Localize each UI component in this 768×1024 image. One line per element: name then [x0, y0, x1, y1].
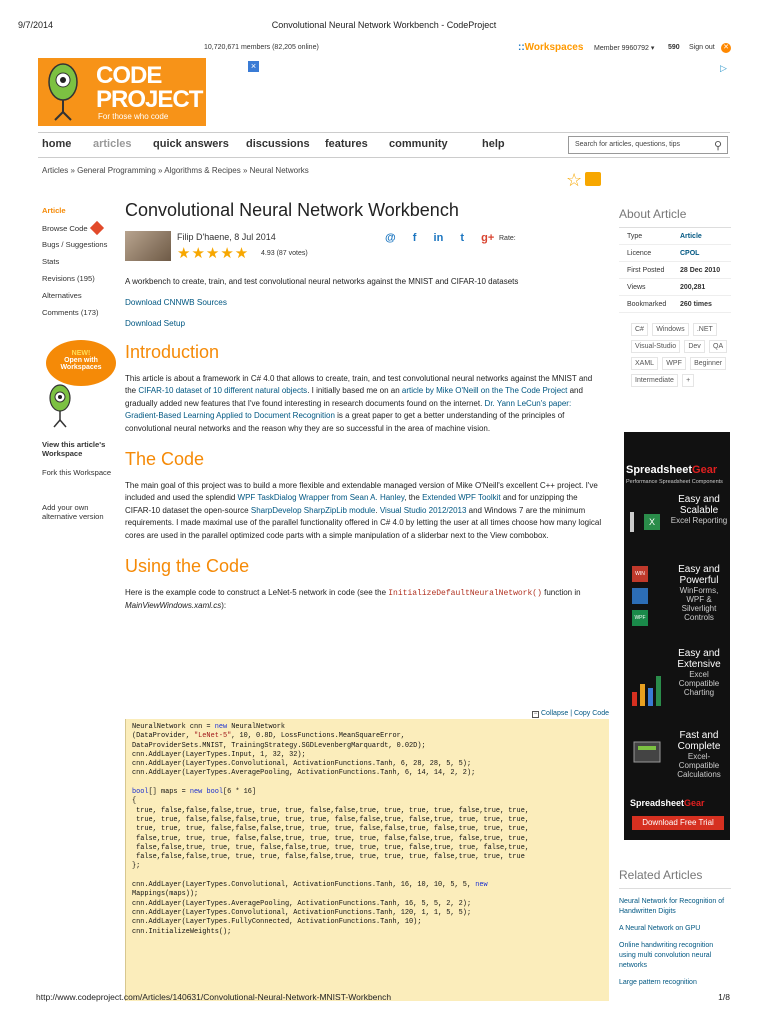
info-value: 28 Dec 2010 [680, 267, 721, 274]
rate-label: Rate: [499, 235, 516, 242]
ad-block-3-big: Easy and Extensive [677, 648, 721, 670]
info-row-views [619, 279, 731, 296]
info-key: Type [627, 233, 643, 240]
print-page-number: 1/8 [718, 992, 730, 1002]
adchoices-icon[interactable]: ▷ [720, 63, 727, 73]
ad-block-2 [670, 564, 728, 622]
ws-new-label: NEW! [71, 350, 91, 357]
code-line: (DataProvider, "LeNet-5", 10, 0.8D, LossFunctions.MeanSquareError, [132, 732, 405, 741]
tag-windows[interactable]: Windows [652, 323, 688, 336]
heading-the-code: The Code [125, 449, 205, 470]
leftnav-bugs[interactable]: Bugs / Suggestions [42, 240, 108, 249]
code-block [125, 707, 609, 1001]
intro-text-4: is a great paper to get a better understanding of the principles of convolutional neural networks and the reason why they are so successful in the area of machine vision. [125, 411, 565, 433]
workspace-mascot-icon [46, 384, 74, 428]
about-heading: About Article [619, 207, 731, 228]
search-input[interactable] [568, 136, 728, 154]
ad-block-4 [670, 730, 728, 779]
sharpziplib-link[interactable]: SharpDevelop SharpZipLib module [250, 505, 376, 515]
info-value[interactable]: CPOL [680, 250, 700, 257]
article-title: Convolutional Neural Network Workbench [125, 200, 459, 220]
signout-icon[interactable]: ✕ [721, 43, 731, 53]
ad-block-3 [670, 648, 728, 697]
facebook-share-icon[interactable]: f [412, 232, 417, 244]
code-line: cnn.AddLayer(LayerTypes.AveragePooling, ActivationFunctions.Tanh, 6, 14, 14, 2, 2); [132, 769, 476, 778]
ws-name-label: Workspaces [60, 364, 102, 371]
code-text-2: , the [404, 493, 423, 503]
ad-footer-brand [630, 798, 705, 808]
code-line: cnn.AddLayer(LayerTypes.Convolutional, ActivationFunctions.Tanh, 6, 28, 28, 5, 5); [132, 760, 472, 769]
leftnav-comments[interactable]: Comments (173) [42, 308, 99, 317]
twitter-share-icon[interactable]: t [460, 232, 465, 244]
code-line: cnn.AddLayer(LayerTypes.Input, 1, 32, 32); [132, 750, 306, 759]
tag-visual-studio[interactable]: Visual-Studio [631, 340, 680, 353]
code-line: true, true, true, false,false,false,true, true, true, false,false,true, false,true, true, true, [132, 825, 529, 834]
code-tools [532, 710, 609, 718]
leftnav-article[interactable]: Article [42, 206, 66, 215]
code-line: cnn.AddLayer(LayerTypes.Convolutional, ActivationFunctions.Tanh, 16, 10, 10, 5, 5, new [132, 881, 488, 890]
related-heading: Related Articles [619, 868, 731, 889]
tag-csharp[interactable]: C# [631, 323, 648, 336]
workspaces-label: Workspaces [524, 42, 584, 53]
chart-icon [630, 668, 666, 708]
logo-code-text: CODE [96, 62, 162, 89]
ad-block-4-small: Excel-Compatible Calculations [677, 752, 721, 779]
ad-block-2-big: Easy and Powerful [678, 564, 720, 586]
code-line: cnn.AddLayer(LayerTypes.Convolutional, ActivationFunctions.Tanh, 120, 1, 1, 5, 5); [132, 908, 472, 917]
intro-text-2: . I initially based me on an [307, 386, 402, 396]
code-line: cnn.InitializeWeights(); [132, 927, 232, 936]
logo-project-text: PROJECT [96, 86, 203, 113]
ad-block-3-small: Excel Compatible Charting [678, 670, 720, 697]
info-key: Views [627, 284, 646, 291]
reputation-count: 590 [668, 44, 680, 51]
using-text-2: function in [541, 588, 581, 598]
using-filename: MainViewWindows.xaml.cs [125, 601, 222, 611]
about-article-panel [619, 200, 731, 389]
author-row [125, 231, 605, 265]
heading-introduction: Introduction [125, 342, 220, 362]
print-header [18, 20, 750, 32]
leftnav-browse-code[interactable] [42, 223, 118, 240]
code-line: true, false,false,false,true, true, true, false,false,true, true, true, true, false,true, true, [132, 806, 529, 815]
wpf-badge: WPF [632, 610, 648, 626]
calculator-icon [630, 738, 666, 766]
tag-xaml[interactable]: XAML [631, 357, 658, 370]
leftnav-stats[interactable]: Stats [42, 257, 60, 266]
info-row-type [619, 228, 731, 245]
wpf-toolkit-link[interactable]: Extended WPF Toolkit [422, 493, 501, 503]
copy-code-button[interactable]: Copy Code [573, 710, 609, 717]
ad-brand-2: Gear [692, 464, 718, 476]
workspace-links [42, 440, 118, 531]
code-text-4: . [375, 505, 380, 515]
print-title: Convolutional Neural Network Workbench - CodeProject [271, 20, 497, 30]
print-date: 9/7/2014 [18, 20, 54, 30]
codeproject-logo[interactable] [38, 58, 206, 126]
ad-block-2-small: WinForms, WPF & Silverlight Controls [679, 586, 719, 622]
excel-export-icon: X [630, 508, 666, 536]
ad-block-1 [670, 494, 728, 525]
code-line: cnn.AddLayer(LayerTypes.AveragePooling, ActivationFunctions.Tanh, 16, 5, 5, 2, 2); [132, 899, 472, 908]
info-value[interactable]: Article [680, 233, 702, 240]
tag-beginner[interactable]: Beginner [690, 357, 726, 370]
tag-intermediate[interactable]: Intermediate [631, 374, 678, 387]
signout-link[interactable]: Sign out [689, 44, 715, 51]
code-line: { [132, 797, 137, 806]
ad-block-1-big: Easy and Scalable [678, 494, 720, 516]
logo-tagline: For those who code [98, 112, 169, 121]
info-row-first-posted [619, 262, 731, 279]
code-text-3: and for unzipping the CIFAR-10 dataset the open-source [125, 493, 578, 515]
code-line: DataProviderSets.MNIST, TrainingStrategy.SGDLevenbergMarquardt, 0.02D); [132, 741, 426, 750]
browse-code-arrow-icon [90, 221, 104, 235]
code-line: false,false,false,true, true, true, false,false,true, true, true, true, false,true, true, true [132, 853, 525, 862]
article-sidebar-nav [42, 206, 118, 325]
collapse-button[interactable]: Collapse [541, 710, 569, 717]
author-name-date[interactable]: Filip D'haene, 8 Jul 2014 [177, 232, 276, 242]
code-text-5: and Windows 7 are the minimum requirements. I made maximal use of the parallel functionality offered in C# 4.0 by letting the user at all times choose how many logical cores are used in the parallel optimized code parts with a simple manipulation of a sliderbar next to the View combobox. [125, 505, 602, 540]
win-badge: WIN [632, 566, 648, 582]
tag-more-button[interactable]: + [682, 374, 694, 387]
spreadsheetgear-ad[interactable] [624, 432, 730, 840]
members-count: 10,720,671 members (82,205 online) [204, 44, 319, 51]
code-line: bool[] maps = new bool[6 * 16] [132, 788, 257, 797]
tag-qa[interactable]: QA [709, 340, 727, 353]
social-share [385, 232, 508, 244]
bob-mascot-icon [44, 62, 82, 122]
code-line: true, true, false,false,false,true, true, true, false,false,true, false,true, true, true, true, [132, 815, 529, 824]
ad-brand [626, 464, 717, 476]
silverlight-badge-icon [632, 588, 648, 604]
info-key: Licence [627, 250, 652, 257]
intro-text-3: and gradually added new features that I've found interesting in research documents found on the internet. [125, 386, 583, 408]
code-line: Mappings(maps)); [132, 890, 199, 899]
taskdialog-link[interactable]: WPF TaskDialog Wrapper from Sean A. Hanley [237, 493, 405, 503]
related-link[interactable]: Large pattern recognition [619, 979, 697, 986]
linkedin-share-icon[interactable]: in [433, 232, 444, 244]
nav-articles[interactable]: articles [93, 138, 132, 150]
heading-using-the-code: Using the Code [125, 556, 250, 577]
add-alternative-link[interactable]: Add your own alternative version [42, 503, 104, 521]
related-link[interactable]: Neural Network for Recognition of Handwritten Digits [619, 898, 725, 915]
article-summary: A workbench to create, train, and test convolutional neural networks against the MNIST and CIFAR-10 datasets [125, 277, 519, 286]
code-paragraph [125, 480, 605, 542]
code-listing[interactable] [125, 719, 609, 1001]
code-line: }; [132, 862, 141, 871]
code-line: cnn.AddLayer(LayerTypes.FullyConnected, ActivationFunctions.Tanh, 10); [132, 918, 422, 927]
intro-paragraph [125, 373, 605, 435]
code-line: false,true, true, true, false,false,true, true, true, true, false,false,true, false,true, true, [132, 834, 529, 843]
lecun-paper-link[interactable]: Dr. Yann LeCun's paper: Gradient-Based Learning Applied to Document Recognition [125, 398, 572, 421]
download-sources-link[interactable]: Download CNNWB Sources [125, 298, 227, 307]
code-line [132, 779, 603, 788]
cifar-link[interactable]: CIFAR-10 dataset of 10 different natural objects [138, 386, 308, 396]
leftnav-alternatives[interactable]: Alternatives [42, 291, 82, 300]
info-key: Bookmarked [627, 301, 667, 308]
ws-open-label: Open with [64, 357, 98, 364]
view-workspace-link[interactable]: View this article's Workspace [42, 440, 106, 458]
ad-block-4-big: Fast and Complete [677, 730, 721, 752]
tag-list [619, 321, 731, 389]
member-menu[interactable]: Member 9960792 ▾ [594, 45, 655, 52]
related-link[interactable]: Online handwriting recognition using multi convolution neural networks [619, 942, 714, 969]
intro-text-1: This article is about a framework in C# 4.0 that allows to create, train, and test convolutional neural networks against the MNIST and the [125, 374, 593, 396]
rating-votes: 4.93 (87 votes) [261, 250, 308, 257]
rating-stars: ★★★★★ [177, 245, 250, 262]
author-avatar[interactable] [125, 231, 171, 261]
nav-help[interactable]: help [482, 138, 505, 150]
tag-dotnet[interactable]: .NET [693, 323, 717, 336]
bookmark-star-icon[interactable]: ☆ [566, 170, 583, 190]
email-share-icon[interactable]: @ [385, 232, 396, 244]
open-workspaces-badge[interactable] [46, 340, 116, 386]
visual-studio-link[interactable]: Visual Studio 2012/2013 [379, 505, 467, 515]
nav-community[interactable]: community [389, 138, 448, 150]
search-icon[interactable]: ⚲ [713, 140, 722, 152]
search-placeholder: Search for articles, questions, tips [575, 141, 681, 148]
ad-block-1-small: Excel Reporting [670, 516, 728, 525]
info-value: 200,281 [680, 284, 706, 291]
nav-home[interactable]: home [42, 138, 72, 150]
tag-dev[interactable]: Dev [684, 340, 704, 353]
article-body [125, 200, 605, 613]
leftnav-revisions[interactable]: Revisions (195) [42, 274, 95, 283]
print-footer [36, 992, 730, 1002]
code-text-1: The main goal of this project was to build a more flexible and extendable managed version of Mike O'Neill's excellent C++ project. I've included and used the splendid [125, 481, 598, 503]
using-text-1: Here is the example code to construct a LeNet-5 network in code (see the [125, 588, 389, 598]
ad-footer-brand-2: Gear [684, 798, 705, 808]
nav-discussions[interactable]: discussions [246, 138, 310, 150]
download-setup-link[interactable]: Download Setup [125, 319, 186, 328]
download-trial-button[interactable]: Download Free Trial [632, 816, 724, 830]
related-link[interactable]: A Neural Network on GPU [619, 925, 701, 932]
tag-wpf[interactable]: WPF [662, 357, 686, 370]
ad-close-icon[interactable]: × [248, 61, 259, 72]
fork-workspace-link[interactable]: Fork this Workspace [42, 468, 112, 477]
oneill-article-link[interactable]: article by Mike O'Neill on the The Code Project [401, 386, 568, 396]
code-line: false,false,true, true, true, false,false,true, true, true, true, false,true, true, false,true, [132, 843, 529, 852]
info-row-licence [619, 245, 731, 262]
ad-subtitle: Performance Spreadsheet Components [626, 479, 723, 485]
init-function-ident: InitializeDefaultNeuralNetwork() [388, 589, 542, 599]
using-paragraph [125, 587, 605, 613]
nav-features[interactable]: features [325, 138, 368, 150]
leftnav-browse-code-label: Browse Code [42, 224, 88, 233]
code-line [132, 872, 603, 881]
using-text-3: ): [221, 601, 227, 611]
collapse-icon[interactable]: − [533, 711, 538, 717]
info-value: 260 times [680, 301, 712, 308]
info-key: First Posted [627, 267, 665, 274]
main-nav [38, 132, 730, 158]
googleplus-share-icon[interactable]: g+ [481, 232, 495, 244]
info-row-bookmarked [619, 296, 731, 313]
top-bar [18, 44, 750, 58]
ad-footer-brand-1: Spreadsheet [630, 798, 685, 808]
print-url: http://www.codeproject.com/Articles/140631/Convolutional-Neural-Network-MNIST-Workbench [36, 992, 392, 1002]
workspaces-link[interactable]: ::Workspaces [518, 42, 584, 53]
breadcrumb[interactable]: Articles » General Programming » Algorithms & Recipes » Neural Networks [42, 166, 309, 175]
code-tools-separator: | [568, 710, 574, 717]
ad-brand-1: Spreadsheet [626, 464, 693, 476]
related-articles [619, 868, 731, 995]
print-icon[interactable] [585, 172, 601, 186]
nav-quick-answers[interactable]: quick answers [153, 138, 229, 150]
code-line: NeuralNetwork cnn = new NeuralNetwork [132, 723, 286, 731]
